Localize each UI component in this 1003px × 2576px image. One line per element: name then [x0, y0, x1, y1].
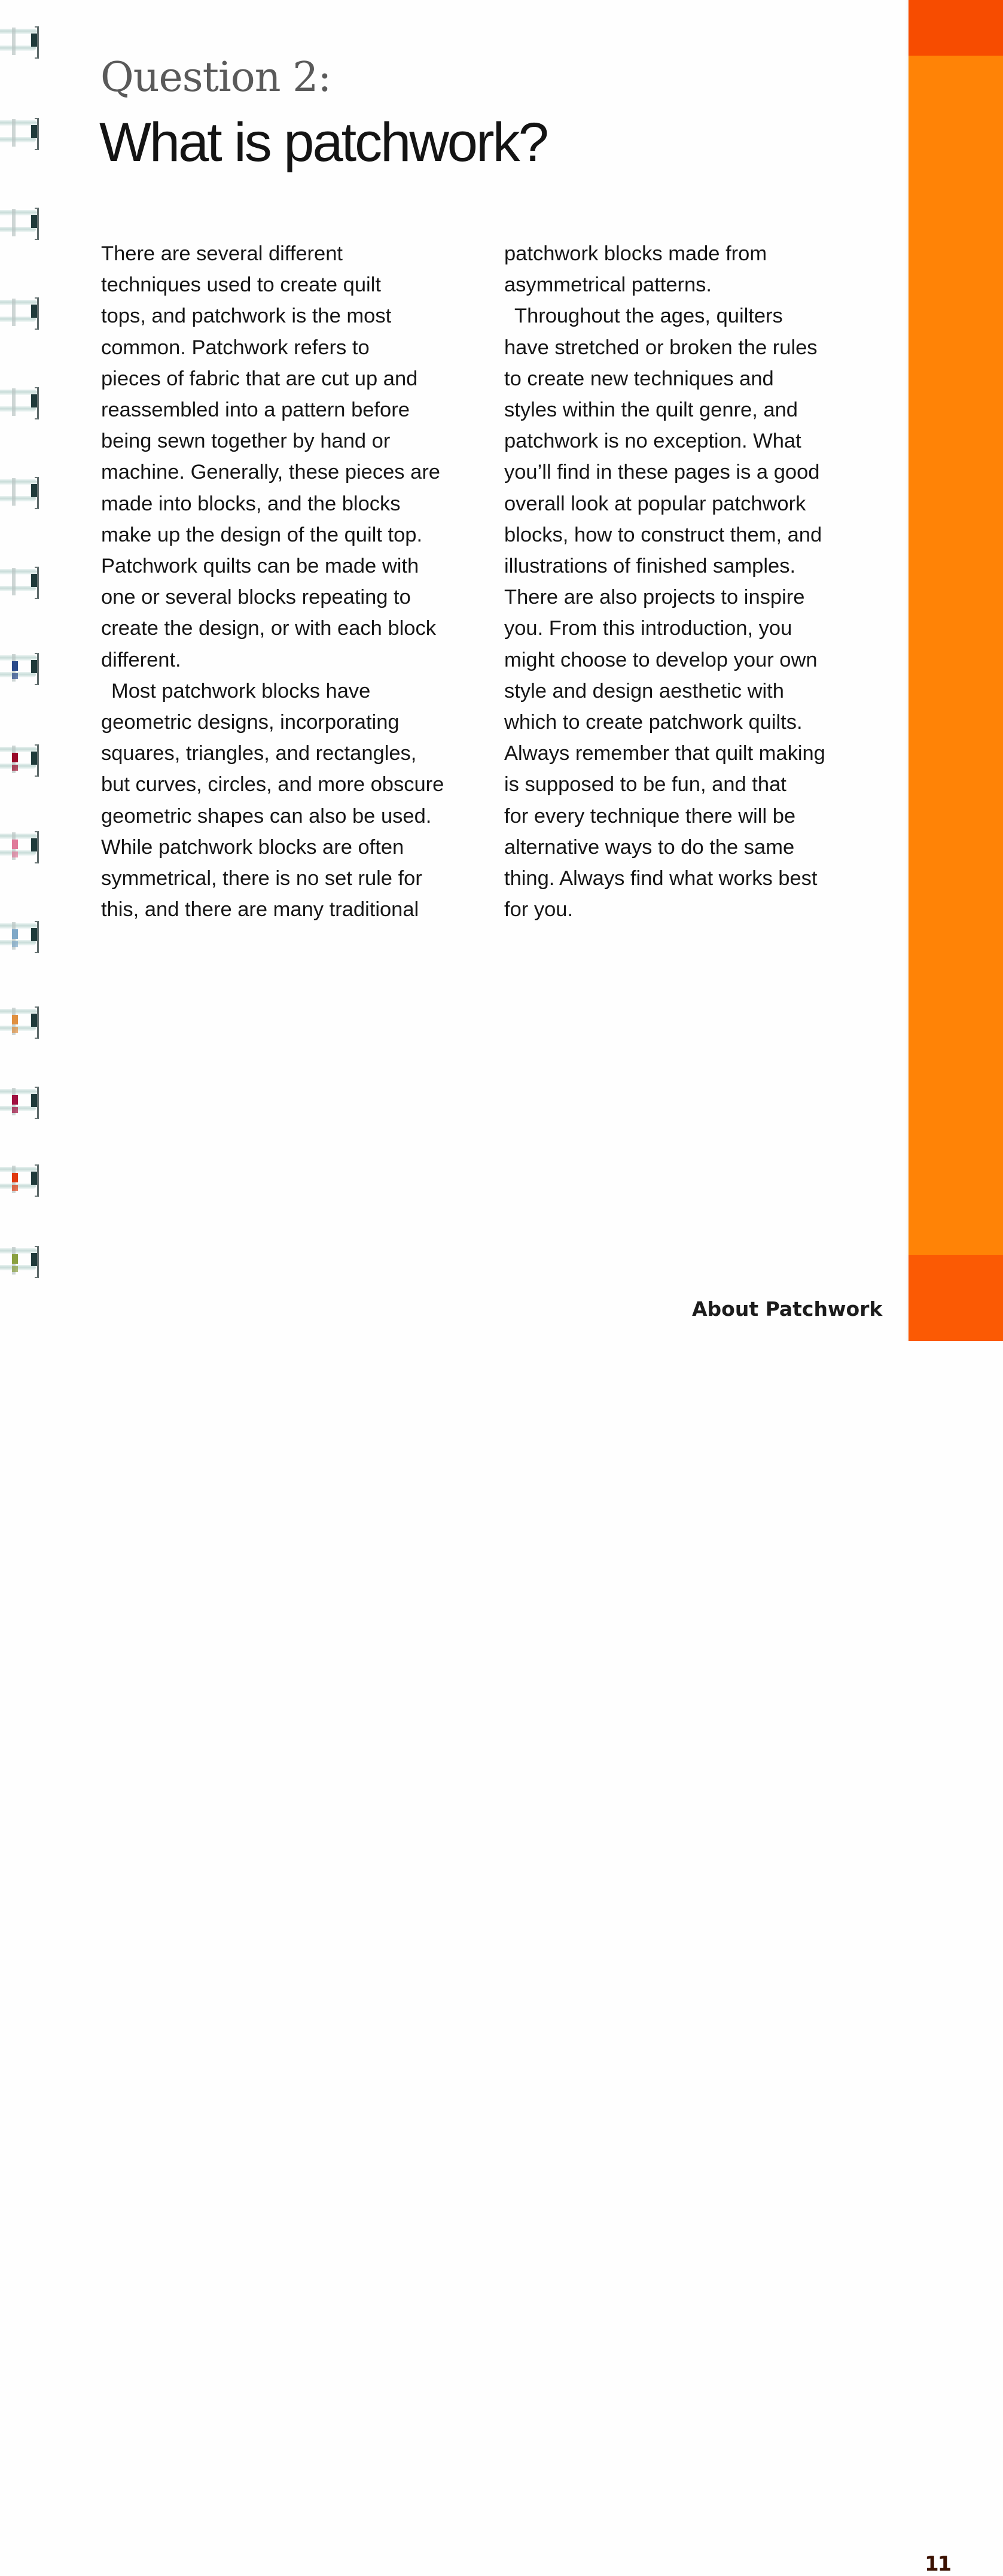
tab-edge-shadow — [905, 0, 909, 1341]
binding-coil — [0, 205, 41, 240]
text-line: Always remember that quilt making — [504, 742, 825, 765]
text-line: alternative ways to do the same — [504, 835, 795, 859]
binding-coil — [0, 650, 41, 685]
binding-hole — [31, 838, 37, 851]
binding-coil — [0, 919, 41, 953]
binding-coil — [0, 1004, 41, 1039]
color-patch — [12, 753, 18, 762]
color-patch — [12, 929, 18, 939]
text-line: for you. — [504, 898, 574, 921]
binding-hole — [31, 1094, 37, 1107]
coil-wire — [0, 1026, 36, 1031]
text-line: asymmetrical patterns. — [504, 273, 712, 297]
text-line: symmetrical, there is no set rule for — [101, 867, 422, 890]
binding-hole — [31, 34, 37, 47]
color-patch — [12, 1027, 18, 1033]
coil-shank — [12, 28, 16, 55]
text-line: to create new techniques and — [504, 367, 774, 390]
text-line: make up the design of the quilt top. — [101, 523, 423, 546]
text-line: tops, and patchwork is the most — [101, 305, 392, 328]
coil-wire — [0, 850, 36, 856]
text-line: Throughout the ages, quilters — [514, 305, 783, 328]
text-line: is supposed to be fun, and that — [504, 773, 786, 796]
color-patch — [12, 941, 18, 947]
text-line: While patchwork blocks are often — [101, 835, 404, 859]
coil-shank — [12, 478, 16, 506]
color-patch — [12, 840, 18, 849]
body-column-left — [101, 238, 484, 925]
page-number: 11 — [925, 2552, 951, 2576]
text-line: this, and there are many traditional — [101, 898, 419, 921]
binding-coil — [0, 24, 41, 59]
color-patch — [12, 1254, 18, 1264]
text-line: reassembled into a pattern before — [101, 399, 410, 422]
color-patch — [12, 1095, 18, 1105]
binding-hole — [31, 1253, 37, 1266]
text-line: squares, triangles, and rectangles, — [101, 742, 417, 765]
binding-coil — [0, 829, 41, 863]
coil-wire — [0, 764, 36, 769]
color-patch — [12, 1015, 18, 1024]
text-line: overall look at popular patchwork — [504, 492, 806, 515]
coil-wire — [0, 496, 36, 501]
text-line: thing. Always find what works best — [504, 867, 818, 890]
binding-hole — [31, 394, 37, 407]
coil-shank — [12, 568, 16, 595]
text-line: different. — [101, 648, 181, 671]
text-line: have stretched or broken the rules — [504, 336, 818, 359]
coil-shank — [12, 209, 16, 236]
color-patch — [12, 1185, 18, 1191]
text-line: patchwork blocks made from — [504, 242, 767, 265]
text-line: which to create patchwork quilts. — [504, 711, 803, 734]
coil-wire — [0, 227, 36, 232]
coil-shank — [12, 119, 16, 147]
orange-side-tab — [909, 0, 1003, 2576]
binding-coil — [0, 564, 41, 599]
coil-wire — [0, 406, 36, 412]
text-line: but curves, circles, and more obscure — [101, 773, 444, 796]
tab-bottom-band — [909, 1255, 1003, 2576]
binding-hole — [31, 484, 37, 497]
question-label: Question 2: — [100, 54, 331, 101]
text-line: pieces of fabric that are cut up and — [101, 367, 418, 390]
binding-coil — [0, 475, 41, 509]
color-patch — [12, 851, 18, 857]
text-line: patchwork is no exception. What — [504, 430, 801, 453]
coil-wire — [0, 1265, 36, 1270]
text-line: styles within the quilt genre, and — [504, 399, 798, 422]
binding-hole — [31, 574, 37, 587]
text-line: create the design, or with each block — [101, 617, 436, 640]
text-line: geometric shapes can also be used. — [101, 804, 432, 828]
binding-coil — [0, 295, 41, 330]
binding-hole — [31, 752, 37, 765]
coil-wire — [0, 45, 36, 51]
text-line: for every technique there will be — [504, 804, 796, 828]
tab-top-band — [909, 0, 1003, 56]
binding-coil — [0, 115, 41, 150]
coil-wire — [0, 317, 36, 322]
binding-coil — [0, 1243, 41, 1278]
text-line: being sewn together by hand or — [101, 430, 391, 453]
coil-wire — [0, 1184, 36, 1189]
text-line: Patchwork quilts can be made with — [101, 555, 419, 578]
text-line: made into blocks, and the blocks — [101, 492, 401, 515]
color-patch — [12, 661, 18, 671]
text-line: blocks, how to construct them, and — [504, 523, 822, 546]
binding-hole — [31, 125, 37, 138]
binding-hole — [31, 215, 37, 228]
text-line: There are several different — [101, 242, 343, 265]
color-patch — [12, 1173, 18, 1182]
binding-hole — [31, 1172, 37, 1185]
binding-hole — [31, 660, 37, 673]
color-patch — [12, 1266, 18, 1272]
text-line: machine. Generally, these pieces are — [101, 461, 440, 484]
binding-hole — [31, 305, 37, 318]
spiral-binding — [0, 0, 48, 1341]
color-patch — [12, 673, 18, 679]
binding-hole — [31, 1014, 37, 1027]
color-patch — [12, 1107, 18, 1113]
coil-wire — [0, 940, 36, 945]
binding-coil — [0, 1084, 41, 1119]
color-patch — [12, 765, 18, 771]
footer-section-title: About Patchwork — [692, 1297, 883, 1321]
text-line: you’ll find in these pages is a good — [504, 461, 820, 484]
text-line: There are also projects to inspire — [504, 586, 805, 609]
text-line: Most patchwork blocks have — [111, 679, 371, 702]
text-line: one or several blocks repeating to — [101, 586, 411, 609]
text-line: techniques used to create quilt — [101, 273, 381, 297]
binding-coil — [0, 1162, 41, 1197]
coil-wire — [0, 137, 36, 142]
text-line: you. From this introduction, you — [504, 617, 792, 640]
coil-wire — [0, 586, 36, 591]
binding-coil — [0, 742, 41, 777]
page-title: What is patchwork? — [99, 112, 547, 173]
text-line: geometric designs, incorporating — [101, 711, 400, 734]
binding-coil — [0, 385, 41, 419]
coil-wire — [0, 1106, 36, 1111]
coil-shank — [12, 299, 16, 326]
text-line: illustrations of finished samples. — [504, 555, 796, 578]
text-line: might choose to develop your own — [504, 648, 818, 671]
body-column-right — [504, 238, 887, 925]
binding-hole — [31, 928, 37, 941]
coil-wire — [0, 672, 36, 677]
text-line: style and design aesthetic with — [504, 679, 784, 702]
coil-shank — [12, 388, 16, 416]
text-line: common. Patchwork refers to — [101, 336, 370, 359]
